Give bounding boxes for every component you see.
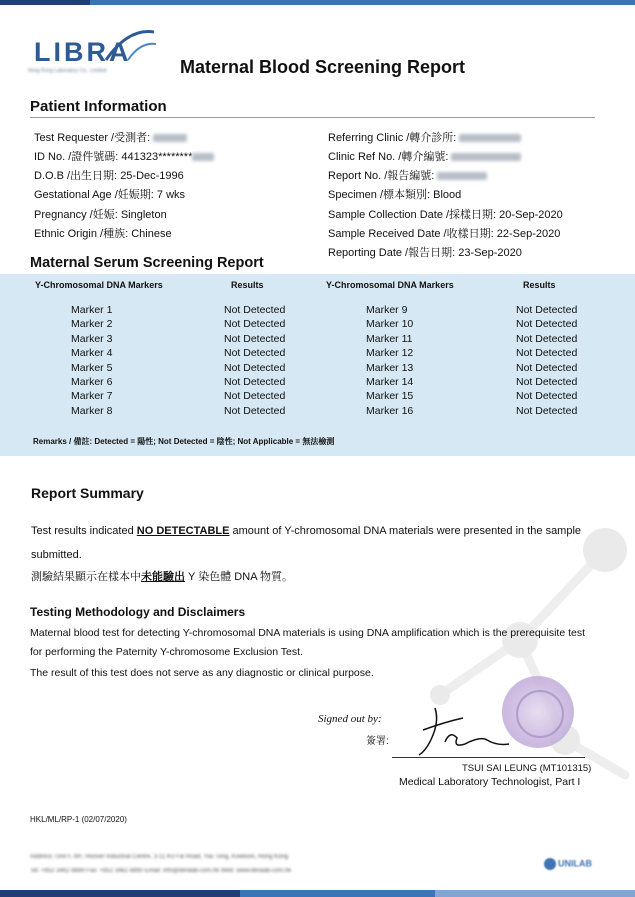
marker-result: Not Detected [224,347,286,360]
marker-name: Marker 10 [366,318,414,331]
logo-subtitle: Hong Kong Laboratory Co., Limited [28,68,107,74]
patient-field-reporting-date: Reporting Date /報告日期: 23-Sep-2020 [328,247,522,259]
methodology-line-2: for performing the Paternity Y-chromosome Exclusion Test. [30,646,303,658]
marker-result: Not Detected [516,404,578,417]
marker-name: Marker 7 [71,390,113,403]
screening-heading: Maternal Serum Screening Report [30,255,264,271]
bottom-accent-bar-dark [0,890,240,897]
col-header-markers-right: Y-Chromosomal DNA Markers [326,280,454,290]
signer-name: TSUI SAI LEUNG (MT101315) [462,763,592,774]
patient-field-referring-clinic: Referring Clinic /轉介診所: [328,129,521,145]
marker-result: Not Detected [516,390,578,403]
redacted-value [192,153,214,161]
methodology-heading: Testing Methodology and Disclaimers [30,605,246,619]
logo-swoosh-icon [98,24,160,64]
marker-result: Not Detected [516,304,578,316]
handwritten-signature [405,700,515,760]
signature-line [392,757,585,758]
redacted-value [153,134,187,142]
marker-name: Marker 14 [366,376,414,388]
col-header-results-left: Results [231,280,264,290]
marker-name: Marker 9 [366,304,408,316]
libra-logo [28,24,158,84]
patient-field-received-date: Sample Received Date /收樣日期: 22-Sep-2020 [328,228,561,240]
partner-logo-icon [544,858,556,870]
marker-result: Not Detected [224,332,286,345]
top-accent-bar [0,0,635,5]
marker-result: Not Detected [516,376,578,388]
marker-name: Marker 12 [366,347,414,360]
form-code: HKL/ML/RP-1 (02/07/2020) [30,815,127,824]
marker-name: Marker 2 [71,318,113,331]
marker-result: Not Detected [224,361,286,374]
patient-field-id: ID No. /證件號碼: 441323******** [34,148,214,164]
signer-role: Medical Laboratory Technologist, Part I [399,776,581,788]
marker-result: Not Detected [516,347,578,360]
marker-name: Marker 5 [71,361,113,374]
marker-name: Marker 13 [366,361,414,374]
patient-field-specimen: Specimen /標本類別: Blood [328,189,462,201]
patient-field-ethnic-origin: Ethnic Origin /種族: Chinese [34,228,172,240]
methodology-line-1: Maternal blood test for detecting Y-chromosomal DNA materials is using DNA amplification which is the prerequisite test [30,627,586,639]
marker-name: Marker 1 [71,304,113,316]
redacted-value [451,153,521,161]
top-accent-bar-dark [0,0,90,5]
marker-result: Not Detected [516,361,578,374]
patient-info-heading: Patient Information [30,98,167,115]
screening-remarks: Remarks / 備註: Detected = 陽性; Not Detected = 陰性; Not Applicable = 無法檢測 [33,437,335,446]
marker-result: Not Detected [224,304,286,316]
marker-result: Not Detected [224,318,286,331]
signed-out-label: Signed out by: [318,713,382,725]
redacted-value [459,134,521,142]
marker-result: Not Detected [516,318,578,331]
footer-address: Address: Unit F, 8/F, Hoover Industrial Centre, 3-11 Ko Fai Road, Yau Tong, Kowloon, Hong Kong [30,854,289,860]
patient-field-collection-date: Sample Collection Date /採樣日期: 20-Sep-2020 [328,209,563,221]
disclaimer-line: The result of this test does not serve as any diagnostic or clinical purpose. [30,667,374,679]
marker-name: Marker 8 [71,404,113,417]
logo-wordmark: LIBRA [34,37,132,67]
marker-result: Not Detected [224,376,286,388]
marker-name: Marker 4 [71,347,113,360]
no-detectable-emphasis: NO DETECTABLE [136,525,230,537]
marker-name: Marker 16 [366,404,414,417]
col-header-results-right: Results [523,280,556,290]
patient-field-report-no: Report No. /報告編號: [328,167,487,183]
marker-result: Not Detected [516,332,578,345]
summary-line-en-cont: submitted. [31,549,82,561]
patient-field-gestational-age: Gestational Age /妊娠期: 7 wks [34,189,186,201]
marker-name: Marker 6 [71,376,113,388]
report-title: Maternal Blood Screening Report [180,57,466,77]
summary-line-cn: 測驗結果顯示在樣本中未能驗出 Y 染色體 DNA 物質。 [31,571,293,583]
marker-name: Marker 3 [71,332,113,345]
patient-field-pregnancy: Pregnancy /妊娠: Singleton [34,209,167,221]
summary-line-en: Test results indicated NO DETECTABLE amount of Y-chromosomal DNA materials were presented in the sample [31,525,582,537]
patient-field-requester: Test Requester /受測者: [34,129,187,145]
marker-name: Marker 11 [366,332,413,345]
not-detected-emphasis-cn: 未能驗出 [141,571,185,583]
col-header-markers-left: Y-Chromosomal DNA Markers [35,280,163,290]
patient-field-clinic-ref: Clinic Ref No. /轉介編號: [328,148,521,164]
redacted-value [437,172,487,180]
footer-contacts: Tel: +852 3462 8889 Fax: +852 3462 8890 Email: info@libralab.com.hk Web: www.libralab.com.hk [30,868,292,874]
marker-result: Not Detected [224,404,286,417]
bottom-accent-bar-light [435,890,635,897]
signed-out-label-cn: 簽署: [366,736,389,747]
marker-name: Marker 15 [366,390,414,403]
summary-heading: Report Summary [31,485,144,501]
partner-logo: UNILAB [544,858,592,870]
patient-info-rule [30,117,595,118]
patient-field-dob: D.O.B /出生日期: 25-Dec-1996 [34,170,184,182]
marker-result: Not Detected [224,390,286,403]
